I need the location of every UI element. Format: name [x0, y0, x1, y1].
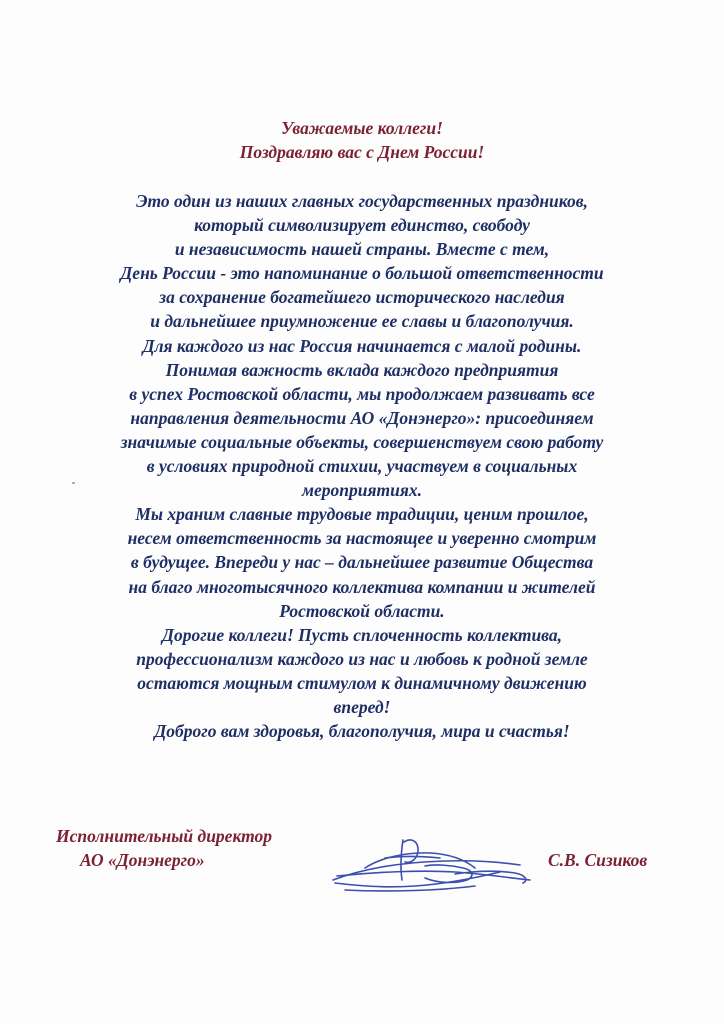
body-line: Для каждого из нас Россия начинается с малой родины. — [142, 335, 582, 356]
letter-body — [30, 189, 694, 743]
body-line: остаются мощным стимулом к динамичному движению — [137, 672, 587, 693]
body-line: мероприятиях. — [302, 480, 422, 501]
body-line: за сохранение богатейшего исторического наследия — [159, 287, 565, 308]
body-line: Это один из наших главных государственных праздников, — [136, 191, 588, 211]
body-line: в успех Ростовской области, мы продолжаем развивать все — [129, 383, 595, 404]
body-line: профессионализм каждого из нас и любовь к родной земле — [136, 648, 588, 669]
body-line: День России - это напоминание о большой ответственности — [120, 263, 604, 284]
body-line: Ростовской области. — [279, 600, 445, 621]
body-line: и дальнейшее приумножение ее славы и благополучия. — [150, 311, 574, 332]
greeting-salutation: Уважаемые коллеги! — [281, 118, 443, 138]
signer-company: АО «Донэнерго» — [80, 850, 205, 870]
body-line: в условиях природной стихии, участвуем в социальных — [146, 456, 578, 477]
body-line: в будущее. Впереди у нас – дальнейшее развитие Общества — [130, 552, 594, 573]
body-line: направления деятельности АО «Донэнерго»: присоединяем — [130, 407, 594, 428]
body-line: вперед! — [333, 696, 391, 717]
body-line: и независимость нашей страны. Вместе с тем, — [174, 239, 550, 260]
body-line: на благо многотысячного коллектива компании и жителей — [128, 576, 596, 597]
body-line: несем ответственность за настоящее и уверенно смотрим — [127, 528, 597, 549]
greeting-congratulation: Поздравляю вас с Днем России! — [239, 142, 485, 162]
handwritten-signature — [325, 828, 540, 898]
paper-speck — [72, 482, 75, 484]
signer-position: Исполнительный директор — [56, 826, 272, 846]
body-line: Дорогие коллеги! Пусть сплоченность коллектива, — [161, 624, 562, 645]
body-line: Доброго вам здоровья, благополучия, мира и счастья! — [154, 721, 570, 742]
signer-name: С.В. Сизиков — [548, 850, 648, 870]
body-line: который символизирует единство, свободу — [194, 215, 530, 236]
body-line: значимые социальные объекты, совершенствуем свою работу — [120, 431, 604, 452]
body-line: Мы храним славные трудовые традиции, ценим прошлое, — [135, 504, 589, 525]
body-line: Понимая важность вклада каждого предприятия — [165, 359, 559, 380]
